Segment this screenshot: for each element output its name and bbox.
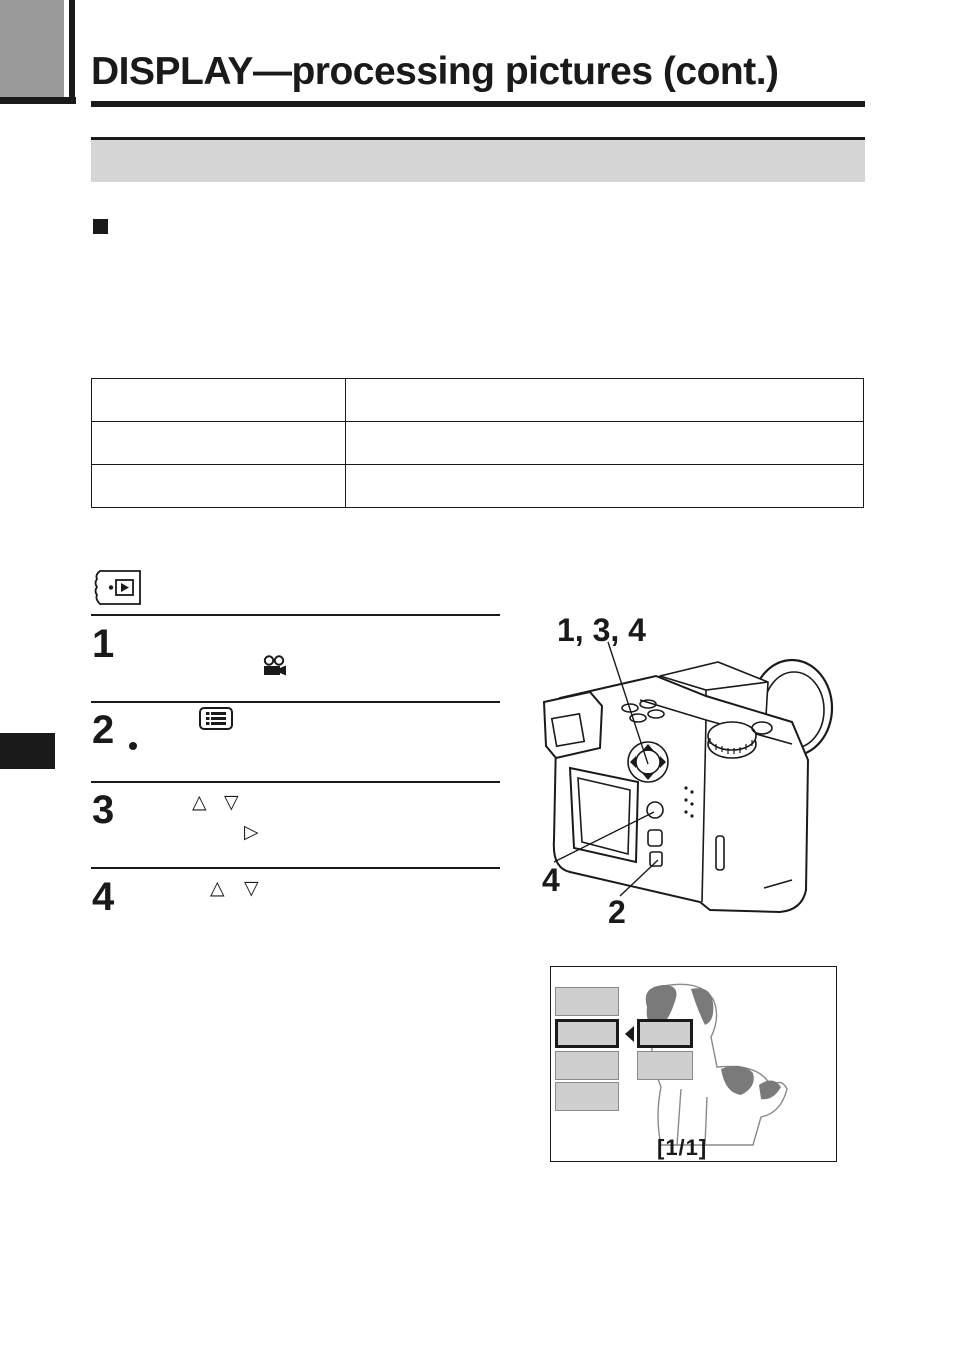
table-cell bbox=[346, 379, 864, 422]
table-row bbox=[92, 465, 864, 508]
menu-item bbox=[555, 1082, 619, 1111]
step-divider bbox=[91, 867, 500, 869]
movie-camera-icon bbox=[262, 655, 288, 677]
settings-table bbox=[91, 378, 864, 508]
table-cell bbox=[346, 465, 864, 508]
right-arrow-icon: ▷ bbox=[244, 821, 259, 843]
step-number: 4 bbox=[92, 875, 115, 919]
submenu-item bbox=[637, 1051, 693, 1080]
lcd-screen-preview bbox=[550, 966, 837, 1162]
step-number: 1 bbox=[92, 622, 115, 666]
callout-label-bottom: 2 bbox=[608, 894, 626, 930]
table-row bbox=[92, 422, 864, 465]
menu-button-icon bbox=[199, 707, 233, 730]
menu-item bbox=[555, 1051, 619, 1080]
menu-item-selected bbox=[555, 1019, 619, 1048]
table-row bbox=[92, 379, 864, 422]
step-divider bbox=[91, 781, 500, 783]
table-cell bbox=[92, 465, 346, 508]
camera-illustration bbox=[530, 640, 840, 920]
down-arrow-icon: ▽ bbox=[244, 877, 259, 899]
callout-label-top: 1, 3, 4 bbox=[557, 612, 646, 648]
title-rule bbox=[91, 101, 865, 107]
up-arrow-icon: △ bbox=[210, 877, 225, 899]
submenu-item-selected bbox=[637, 1019, 693, 1048]
chapter-side-tab bbox=[0, 733, 55, 769]
frame-counter: [1/1] bbox=[657, 1135, 708, 1160]
table-cell bbox=[92, 379, 346, 422]
step-number: 3 bbox=[92, 788, 115, 832]
table-cell bbox=[92, 422, 346, 465]
up-arrow-icon: △ bbox=[192, 791, 207, 813]
step-divider bbox=[91, 614, 500, 616]
section-header-bar bbox=[91, 137, 865, 182]
callout-label-left: 4 bbox=[542, 862, 560, 898]
bullet-dot bbox=[129, 742, 137, 750]
left-pointer-icon bbox=[623, 1025, 635, 1043]
page-corner-tab bbox=[0, 0, 69, 97]
step-divider bbox=[91, 701, 500, 703]
down-arrow-icon: ▽ bbox=[224, 791, 239, 813]
section-bullet-square bbox=[93, 219, 108, 234]
step-number: 2 bbox=[92, 708, 115, 752]
page-title: DISPLAY—processing pictures (cont.) bbox=[91, 50, 779, 93]
playback-mode-icon bbox=[94, 569, 142, 606]
table-cell bbox=[346, 422, 864, 465]
menu-item bbox=[555, 987, 619, 1016]
